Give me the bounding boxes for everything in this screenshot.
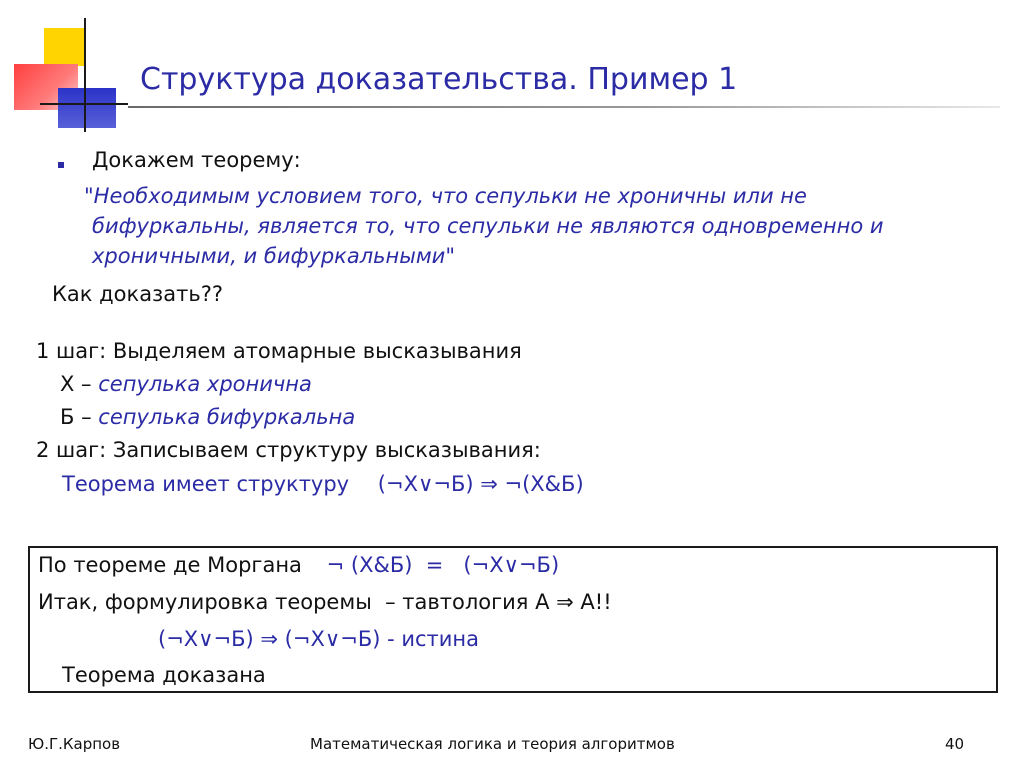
box-line-2: Итак, формулировка теоремы – тавтология А ⇒ А!! <box>38 590 612 614</box>
logo-vertical-line <box>84 18 86 132</box>
de-morgan-text: По теореме де Моргана <box>38 553 302 577</box>
logo-blue-square <box>58 88 116 128</box>
logo-horizontal-line <box>40 103 128 105</box>
box-line-3: (¬Х∨¬Б) ⇒ (¬Х∨¬Б) - истина <box>158 627 480 651</box>
structure-formula: (¬Х∨¬Б) ⇒ ¬(Х&Б) <box>377 472 584 496</box>
slide-title: Структура доказательства. Пример 1 <box>140 62 738 97</box>
box-line-4: Теорема доказана <box>62 663 266 687</box>
footer-page-number: 40 <box>945 735 965 753</box>
how-to-prove: Как доказать?? <box>52 282 223 306</box>
bullet-text: Докажем теорему: <box>92 148 301 172</box>
box-line-1 <box>38 553 559 577</box>
footer-course: Математическая логика и теория алгоритмов <box>310 735 675 753</box>
logo-yellow-square <box>44 28 84 66</box>
quote-line-3: хроничными, и бифуркальными" <box>92 244 455 268</box>
logo <box>0 0 140 135</box>
structure-line <box>62 472 584 496</box>
var-x-row <box>60 372 312 396</box>
structure-text: Теорема имеет структуру <box>62 472 350 496</box>
var-b-meaning: сепулька бифуркальна <box>98 405 356 429</box>
var-b-row <box>60 405 355 429</box>
quote-line-1: "Необходимым условием того, что сепульки не хроничны или не <box>84 184 807 208</box>
var-b-label: Б – <box>60 405 92 429</box>
var-x-label: Х – <box>60 372 92 396</box>
bullet-icon <box>58 162 64 168</box>
quote-line-2: бифуркальны, является то, что сепульки не являются одновременно и <box>92 214 884 238</box>
title-divider <box>128 106 1000 108</box>
step-2: 2 шаг: Записываем структуру высказывания: <box>36 438 541 462</box>
step-1: 1 шаг: Выделяем атомарные высказывания <box>36 339 522 363</box>
de-morgan-formula: ¬ (Х&Б) = (¬Х∨¬Б) <box>326 553 560 577</box>
var-x-meaning: сепулька хронична <box>98 372 312 396</box>
footer-author: Ю.Г.Карпов <box>28 735 121 753</box>
